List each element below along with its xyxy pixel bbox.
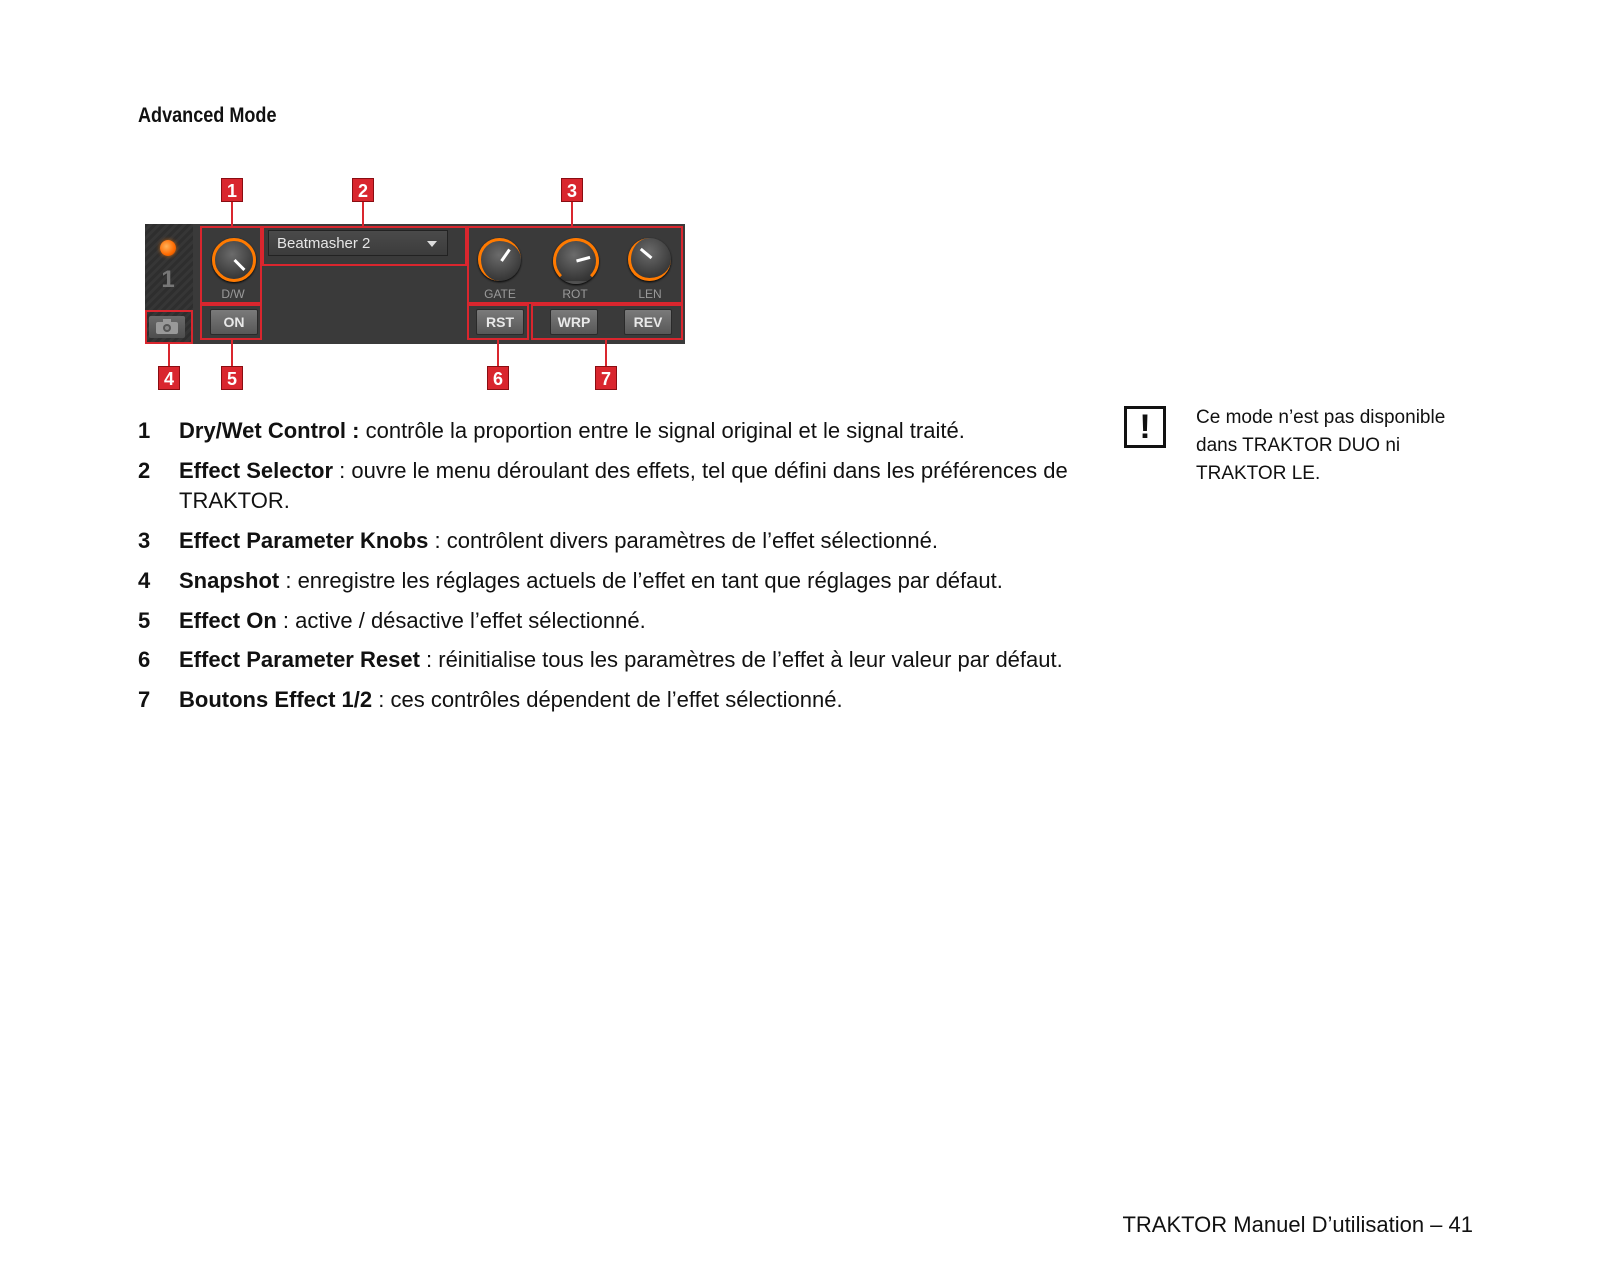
warning-icon: !	[1124, 406, 1166, 448]
callout-2: 2	[352, 178, 374, 202]
callout-5: 5	[221, 366, 243, 390]
item-text: : ces contrôles dépendent de l’effet sélectionné.	[372, 687, 843, 712]
leader-line	[497, 340, 499, 366]
item-text: : contrôlent divers paramètres de l’effet sélectionné.	[428, 528, 938, 553]
item-term: Effect Selector	[179, 458, 334, 483]
dry-wet-label: D/W	[221, 287, 245, 301]
item-number: 5	[138, 608, 151, 633]
highlight-effect-buttons	[531, 304, 683, 340]
rst-button[interactable]: RST	[476, 309, 524, 335]
leader-line	[571, 202, 573, 226]
wrp-button[interactable]: WRP	[550, 309, 598, 335]
highlight-effect-selector	[262, 226, 467, 266]
item-text: : réinitialise tous les paramètres de l’effet à leur valeur par défaut.	[419, 647, 1063, 672]
list-item	[138, 606, 1068, 636]
leader-line	[362, 202, 364, 226]
effect-selector-value: Beatmasher 2	[277, 235, 371, 252]
section-title: Advanced Mode	[138, 104, 277, 127]
callout-1: 1	[221, 178, 243, 202]
note-text: Ce mode n’est pas disponible dans TRAKTOR DUO ni TRAKTOR LE.	[1196, 407, 1446, 484]
item-number: 2	[138, 458, 151, 483]
len-label: LEN	[638, 287, 662, 301]
highlight-effect-on	[200, 304, 262, 340]
list-item	[138, 645, 1068, 675]
item-text: : enregistre les réglages actuels de l’effet en tant que réglages par défaut.	[279, 568, 1003, 593]
list-item	[138, 566, 1068, 596]
item-term: Dry/Wet Control :	[179, 418, 360, 443]
rot-label: ROT	[562, 287, 588, 301]
highlight-snapshot	[145, 310, 193, 344]
item-term: Snapshot	[179, 568, 280, 593]
callout-3: 3	[561, 178, 583, 202]
item-text: : active / désactive l’effet sélectionné.	[276, 608, 646, 633]
item-term: Effect Parameter Reset	[179, 647, 420, 672]
item-number: 7	[138, 687, 151, 712]
item-number: 3	[138, 528, 151, 553]
item-term: Effect Parameter Knobs	[179, 528, 429, 553]
list-item	[138, 416, 1068, 446]
highlight-parameter-knobs	[467, 226, 683, 304]
effect-panel-figure	[0, 0, 700, 400]
item-term: Effect On	[179, 608, 277, 633]
callout-4: 4	[158, 366, 180, 390]
highlight-dry-wet	[200, 226, 262, 304]
leader-line	[231, 202, 233, 226]
effect-on-button[interactable]: ON	[210, 309, 258, 335]
list-item	[138, 526, 1068, 556]
leader-line	[605, 340, 607, 366]
page-footer: TRAKTOR Manuel D’utilisation – 41	[1122, 1212, 1473, 1237]
highlight-reset	[467, 304, 529, 340]
callout-7: 7	[595, 366, 617, 390]
item-text: : ouvre le menu déroulant des effets, tel que défini dans les préférences de TRAKTOR.	[179, 458, 1068, 513]
leader-line	[168, 344, 170, 366]
item-text: contrôle la proportion entre le signal original et le signal traité.	[359, 418, 965, 443]
item-number: 1	[138, 418, 151, 443]
leader-line	[231, 340, 233, 366]
list-item	[138, 685, 1068, 715]
callout-6: 6	[487, 366, 509, 390]
item-term: Boutons Effect 1/2	[179, 687, 373, 712]
rev-button[interactable]: REV	[624, 309, 672, 335]
item-number: 4	[138, 568, 151, 593]
gate-label: GATE	[484, 287, 516, 301]
deck-led-icon	[160, 240, 176, 256]
list-item	[138, 456, 1068, 516]
deck-number: 1	[161, 266, 175, 293]
item-number: 6	[138, 647, 151, 672]
